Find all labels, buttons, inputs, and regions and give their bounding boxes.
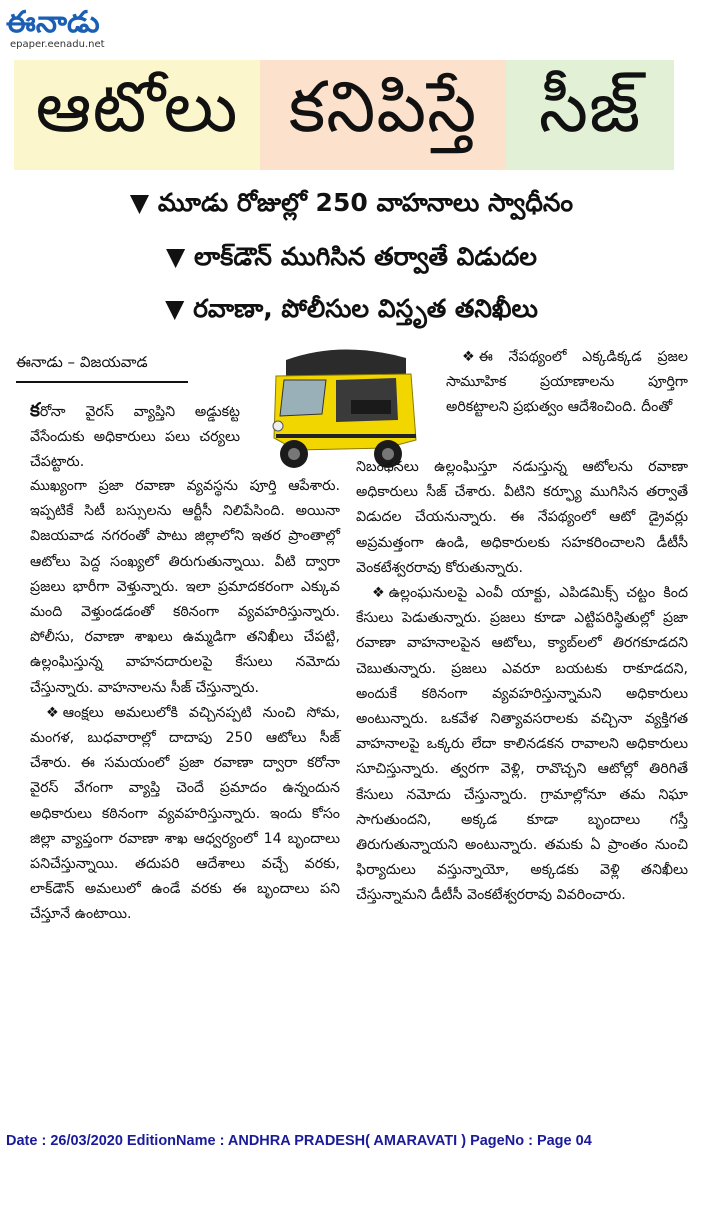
subhead-1: ▼ మూడు రోజుల్లో 250 వాహనాలు స్వాధీనం <box>129 188 574 217</box>
article-column-left <box>30 474 340 928</box>
byline: ఈనాడు – విజయవాడ <box>16 353 188 383</box>
headline-part-1: ఆటోలు <box>14 60 260 170</box>
headline <box>14 60 674 170</box>
article-column-right <box>356 455 688 909</box>
masthead-logo <box>4 2 144 54</box>
lead-text: రోనా వైరస్‌ వ్యాప్తిని అడ్డుకట్ట వేసేందుకు అధికారులు పలు చర్యలు చేపట్టారు. <box>30 404 240 471</box>
paragraph-4-text: ఉల్లంఘనులపై ఎంవీ యాక్టు, ఎపిడమిక్స్‌ చట్టం కింద కేసులు పెడుతున్నారు. ప్రజలు కూడా ఎట్టిపరిస్థితుల్లో ప్రజా రవాణా వాహనాలపైన ఆటోలు, క్యాబ్‌లలో తిరగకూడదని చెబుతున్నారు. ప్రజలు ఎవరూ బయటకు రాకూడదని, అందుకే కఠినంగా వ్యవహరిస్తున్నామని అధికారులు అంటున్నారు. ఒకవేళ నిత్యావసరాలకు వచ్చినా వ్యక్తిగత వాహనాలపై ఒక్కరు లేదా కాలినడకన రావాలని అధికారులు సూచిస్తున్నారు. త్వరగా వెళ్లి, రావొచ్చని ఆటోల్లో తిరిగితే కేసులు నమోదు చేస్తున్నారు. గ్రామాల్లోనూ తమ నిఘా సాగుతుందని, అక్కడ కూడా బృందాలు గస్తీ తిరుగుతున్నాయని అంటున్నారు. తమకు ఏ ప్రాంతం నుంచి ఫిర్యాదులు వస్తున్నాయో, అక్కడకు వెళ్లి తనిఖీలు చేస్తున్నామని డీటీసీ వెంకటేశ్వరరావు వివరించారు. <box>356 585 688 904</box>
bullet-icon: ❖ <box>462 349 475 365</box>
headline-part-3: సీజ్ <box>506 60 674 170</box>
article-column-right-top <box>446 345 688 421</box>
masthead-url: epaper.eenadu.net <box>10 39 105 50</box>
paragraph-3-top: ఈ నేపథ్యంలో ఎక్కడిక్కడ ప్రజల సామూహిక ప్రయాణాలను పూర్తిగా అరికట్టాలని ప్రభుత్వం ఆదేశించింది. దీంతో <box>446 349 688 416</box>
page-footer: Date : 26/03/2020 EditionName : ANDHRA PRADESH( AMARAVATI ) PageNo : Page 04 <box>6 1133 592 1149</box>
headline-part-2: కనిపిస్తే <box>260 60 506 170</box>
logo-text: ఈనాడు <box>6 5 100 38</box>
bullet-icon: ❖ <box>46 704 59 721</box>
paragraph-3-rest: నిబంధనలు ఉల్లంఘిస్తూ నడుస్తున్న ఆటోలను రవాణా అధికారులు సీజ్‌ చేశారు. వీటిని కర్ఫ్యూ ముగిసిన తర్వాతే విడుదల చేయనున్నారు. ఈ నేపథ్యంలో ఆటో డ్రైవర్లు అప్రమత్తంగా ఉండి, అధికారులకు సహకరించాలని డీటీసీ వెంకటేశ్వరరావు కోరుతున్నారు. <box>356 459 688 576</box>
paragraph-2 <box>30 701 340 928</box>
subhead-3: ▼ రవాణా, పోలీసుల విస్తృత తనిఖీలు <box>165 294 538 323</box>
eenadu-logo-icon <box>4 2 140 38</box>
article-lead <box>30 398 240 476</box>
subhead-2: ▼ లాక్‌డౌన్‌ ముగిసిన తర్వాతే విడుదల <box>166 242 537 271</box>
bullet-icon: ❖ <box>372 585 385 602</box>
paragraph-1: ముఖ్యంగా ప్రజా రవాణా వ్యవస్థను పూర్తి ఆపేశారు. ఇప్పటికే సిటీ బస్సులను ఆర్టీసీ నిలిపేసింది. అయినా విజయవాడ నగరంతో పాటు జిల్లాలోని ఇతర ప్రాంతాల్లో ఆటోలు పెద్ద సంఖ్యలో తిరుగుతున్నాయి. వీటి ద్వారా ప్రజలు భారీగా వెళ్తున్నారు. ఇలా ప్రమాదకరంగా ఎక్కువ మంది వెళ్తుండడంతో కఠినంగా వ్యవహరిస్తున్నారు. పోలీసు, రవాణా శాఖలు ఉమ్మడిగా తనిఖీలు చేపట్టి, ఉల్లంఘిస్తున్న వాహనదారులపై కేసులు నమోదు చేస్తున్నారు. వాహనాలను సీజ్‌ చేస్తున్నారు. <box>30 478 340 696</box>
paragraph-2-text: ఆంక్షలు అమలులోకి వచ్చినప్పటి నుంచి సోమ, మంగళ, బుధవారాల్లో దాదాపు 250 ఆటోలు సీజ్‌ చేశారు. ఈ సమయంలో ప్రజా రవాణా ద్వారా కరోనా వైరస్‌ వేగంగా వ్యాప్తి చెందే ప్రమాదం ఉన్నందున అధికారులు కఠినంగా వ్యవహరిస్తున్నారు. ఇందు కోసం జిల్లా వ్యాప్తంగా రవాణా శాఖ ఆధ్వర్యంలో 14 బృందాలు పనిచేస్తున్నాయి. తదుపరి ఆదేశాలు వచ్చే వరకు, లాక్‌డౌన్‌ అమలులో ఉండే వరకు ఈ బృందాలు పని చేస్తూనే ఉంటాయి. <box>30 704 340 923</box>
paragraph-4 <box>356 581 688 909</box>
dropcap: క <box>30 399 40 421</box>
